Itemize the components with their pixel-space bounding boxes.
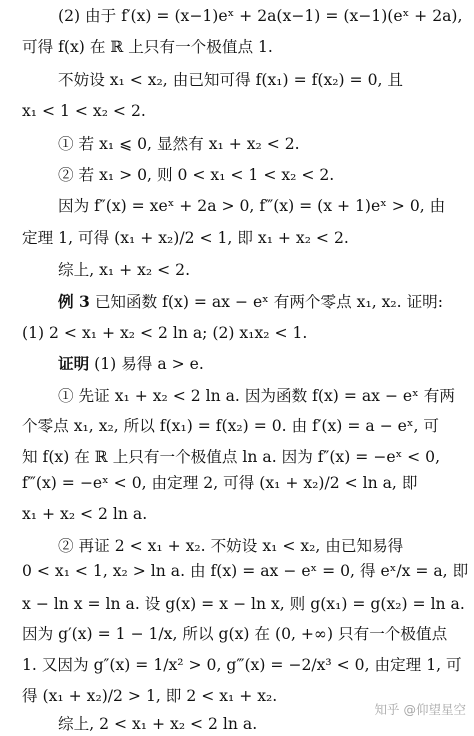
text-line: 不妨设 x₁ < x₂, 由已知可得 f(x₁) = f(x₂) = 0, 且 [58,71,404,89]
bold-label: 证明 [58,354,90,373]
text-line: 0 < x₁ < 1, x₂ > ln a. 由 f(x) = ax − eˣ = 0, 得 eˣ/x = a, 即 [22,562,469,580]
watermark: 知乎 @仰望星空 [374,702,466,717]
text-line: x₁ + x₂ < 2 ln a. [22,505,148,523]
text-line: 个零点 x₁, x₂, 所以 f(x₁) = f(x₂) = 0. 由 f′(x) = a − eˣ, 可 [22,417,439,435]
text-line: (1) 2 < x₁ + x₂ < 2 ln a; (2) x₁x₂ < 1. [22,324,308,342]
text-line: 得 (x₁ + x₂)/2 > 1, 即 2 < x₁ + x₂. [22,687,278,705]
text-line: (2) 由于 f′(x) = (x−1)eˣ + 2a(x−1) = (x−1)(eˣ + 2a), [58,7,463,25]
line-text: (1) 易得 a > e. [89,355,204,373]
bold-label: 例 3 [58,292,90,311]
text-line: 可得 f(x) 在 ℝ 上只有一个极值点 1. [22,38,273,56]
text-line: ② 若 x₁ > 0, 则 0 < x₁ < 1 < x₂ < 2. [58,166,335,184]
line-text: 已知函数 f(x) = ax − eˣ 有两个零点 x₁, x₂. 证明: [89,293,444,311]
text-line: 因为 f″(x) = xeˣ + 2a > 0, f‴(x) = (x + 1)eˣ > 0, 由 [58,197,446,215]
text-line [0,290,474,314]
text-line: 综上, 2 < x₁ + x₂ < 2 ln a. [58,715,258,733]
text-line: ② 再证 2 < x₁ + x₂. 不妨设 x₁ < x₂, 由已知易得 [58,537,404,555]
text-line: 综上, x₁ + x₂ < 2. [58,261,191,279]
text-line: ① 先证 x₁ + x₂ < 2 ln a. 因为函数 f(x) = ax − eˣ 有两 [58,387,455,405]
text-line: 1. 又因为 g″(x) = 1/x² > 0, g‴(x) = −2/x³ < 0, 由定理 1, 可 [22,656,462,674]
text-line [0,352,474,376]
text-line: x₁ < 1 < x₂ < 2. [22,102,146,120]
text-line: f‴(x) = −eˣ < 0, 由定理 2, 可得 (x₁ + x₂)/2 < ln a, 即 [22,474,418,492]
text-line: 定理 1, 可得 (x₁ + x₂)/2 < 1, 即 x₁ + x₂ < 2. [22,229,349,247]
text-line: x − ln x = ln a. 设 g(x) = x − ln x, 则 g(x₁) = g(x₂) = ln a. [22,595,465,613]
text-line: ① 若 x₁ ⩽ 0, 显然有 x₁ + x₂ < 2. [58,135,300,153]
text-line: 知 f(x) 在 ℝ 上只有一个极值点 ln a. 因为 f″(x) = −eˣ < 0, [22,448,441,466]
text-line: 因为 g′(x) = 1 − 1/x, 所以 g(x) 在 (0, +∞) 只有一个极值点 [22,625,448,643]
